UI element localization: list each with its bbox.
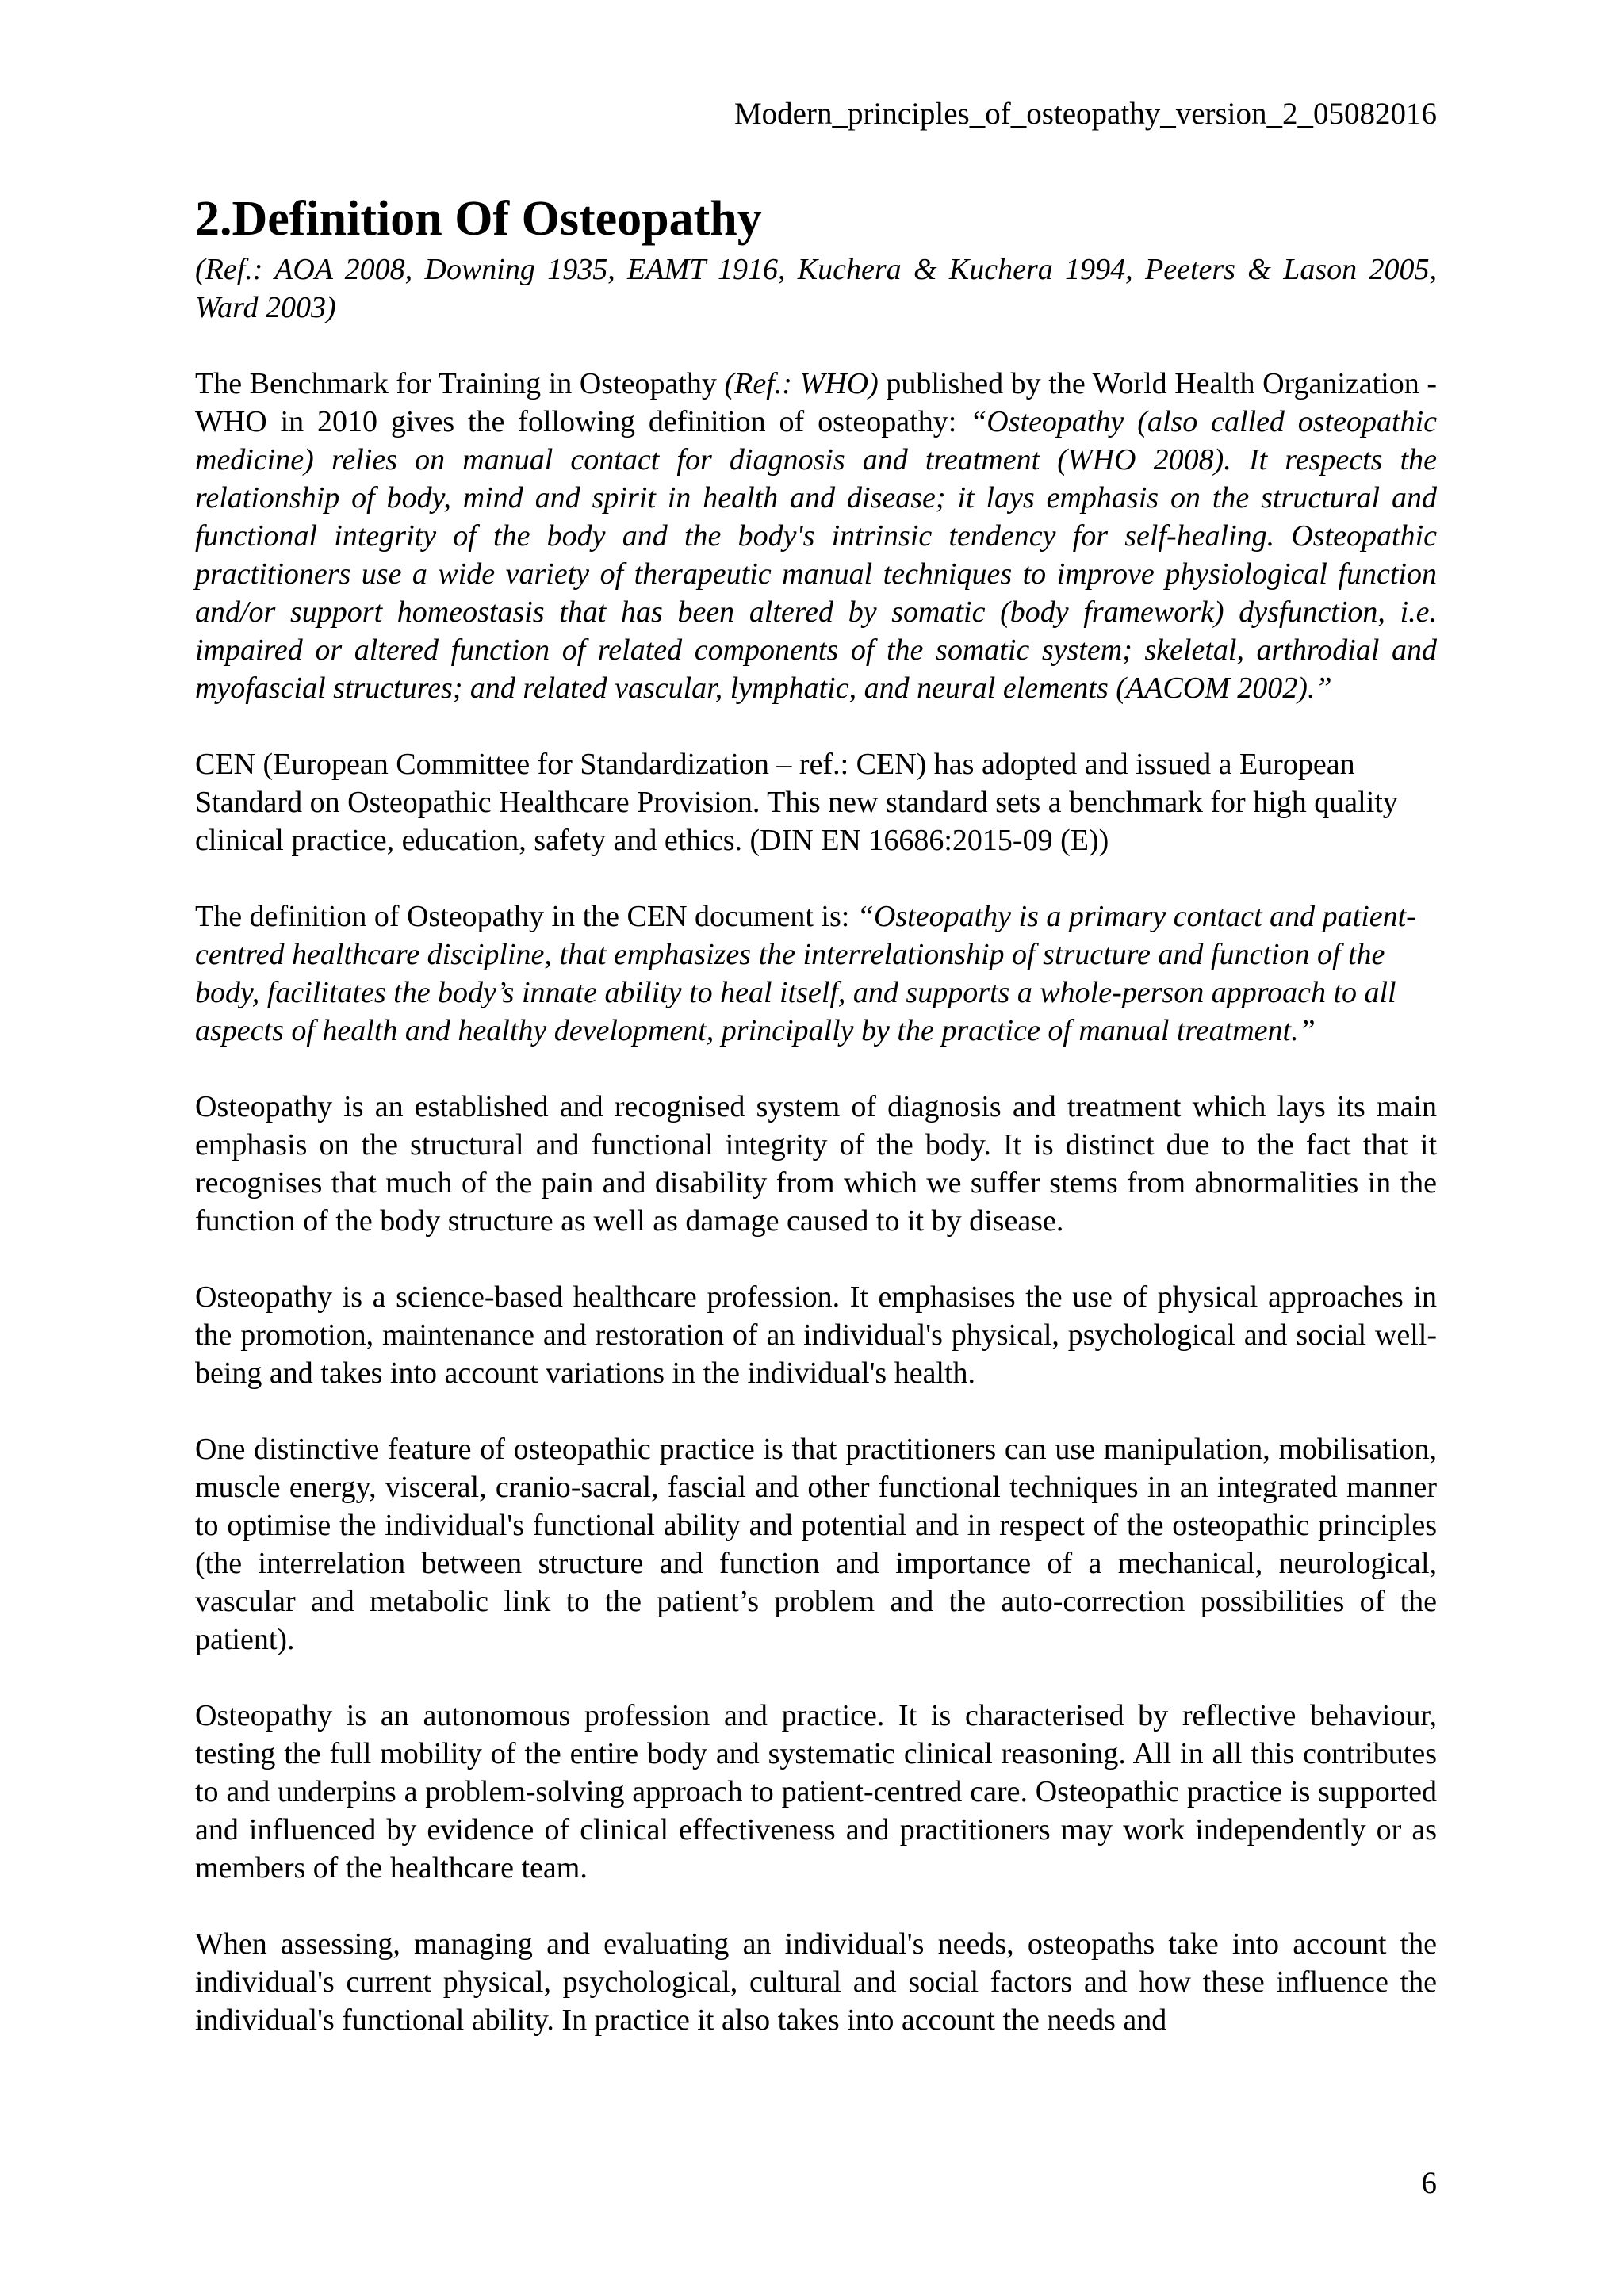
paragraph-distinctive-feature: One distinctive feature of osteopathic practice is that practitioners can use manipulation, mobilisation, muscle energy, visceral, cranio-sacral, fascial and other functional techniques in an integrated manner to optimise the individual's functional ability and potential and in respect of the osteopathic principles (the interrelation between structure and function and importance of a mechanical, neurological, vascular and metabolic link to the patient’s problem and the auto-correction possibilities of the patient). [195,1433,1437,1656]
paragraph-science-based: Osteopathy is a science-based healthcare profession. It emphasises the use of physical approaches in the promotion, maintenance and restoration of an individual's physical, psychological and social well-being and takes into account variations in the individual's health. [195,1280,1437,1390]
who-reference: (Ref.: WHO) [724,367,879,400]
page-content [195,189,1437,2077]
who-publisher-text: published by the World Health Organization - WHO in 2010 gives the following definition of osteopathy: [195,367,1438,438]
who-definition-quote: “Osteopathy (also called osteopathic medicine) relies on manual contact for diagnosis and treatment (WHO 2008). It respects the relationship of body, mind and spirit in health and disease; it lays emphasis on the structural and functional integrity of the body and the body's intrinsic tendency for self-healing. Osteopathic practitioners use a wide variety of therapeutic manual techniques to improve physiological function and/or support homeostasis that has been altered by somatic (body framework) dysfunction, i.e. impaired or altered function of related components of the somatic system; skeletal, arthrodial and myofascial structures; and related vascular, lymphatic, and neural elements (AACOM 2002).” [195,405,1437,705]
running-header: Modern_principles_of_osteopathy_version_2_05082016 [733,97,1437,131]
cen-definition-quote: “Osteopathy is a primary contact and patient-centred healthcare discipline, that emphasizes the interrelationship of structure and function of the body, facilitates the body’s innate ability to heal itself, and supports a whole-person approach to all aspects of health and healthy development, principally by the practice of manual treatment.” [195,900,1416,1047]
page-number: 6 [1421,2166,1437,2200]
paragraph-cen-definition [195,897,1437,1050]
paragraph-assessing-needs: When assessing, managing and evaluating an individual's needs, osteopaths take into account the individual's current physical, psychological, cultural and social factors and how these influence the individual's functional ability. In practice it also takes into account the needs and [195,1927,1437,2037]
paragraph-who-definition [195,365,1437,707]
who-intro-text: The Benchmark for Training in Osteopathy [195,367,725,400]
paragraph-established-system: Osteopathy is an established and recognised system of diagnosis and treatment which lays its main emphasis on the structural and functional integrity of the body. It is distinct due to the fact that it recognises that much of the pain and disability from which we suffer stems from abnormalities in the function of the body structure as well as damage caused to it by disease. [195,1090,1437,1238]
paragraph-autonomous-profession: Osteopathy is an autonomous profession and practice. It is characterised by reflective behaviour, testing the full mobility of the entire body and systematic clinical reasoning. All in all this contributes to and underpins a problem-solving approach to patient-centred care. Osteopathic practice is supported and influenced by evidence of clinical effectiveness and practitioners may work independently or as members of the healthcare team. [195,1699,1437,1885]
cen-intro-text: The definition of Osteopathy in the CEN document is: [195,900,857,933]
section-title: 2.Definition Of Osteopathy [195,192,762,246]
section-references: (Ref.: AOA 2008, Downing 1935, EAMT 1916, Kuchera & Kuchera 1994, Peeters & Lason 2005, Ward 2003) [195,253,1437,324]
paragraph-cen-standard: CEN (European Committee for Standardization – ref.: CEN) has adopted and issued a European Standard on Osteopathic Healthcare Provision. This new standard sets a benchmark for high quality clinical practice, education, safety and ethics. (DIN EN 16686:2015-09 (E)) [195,748,1398,857]
